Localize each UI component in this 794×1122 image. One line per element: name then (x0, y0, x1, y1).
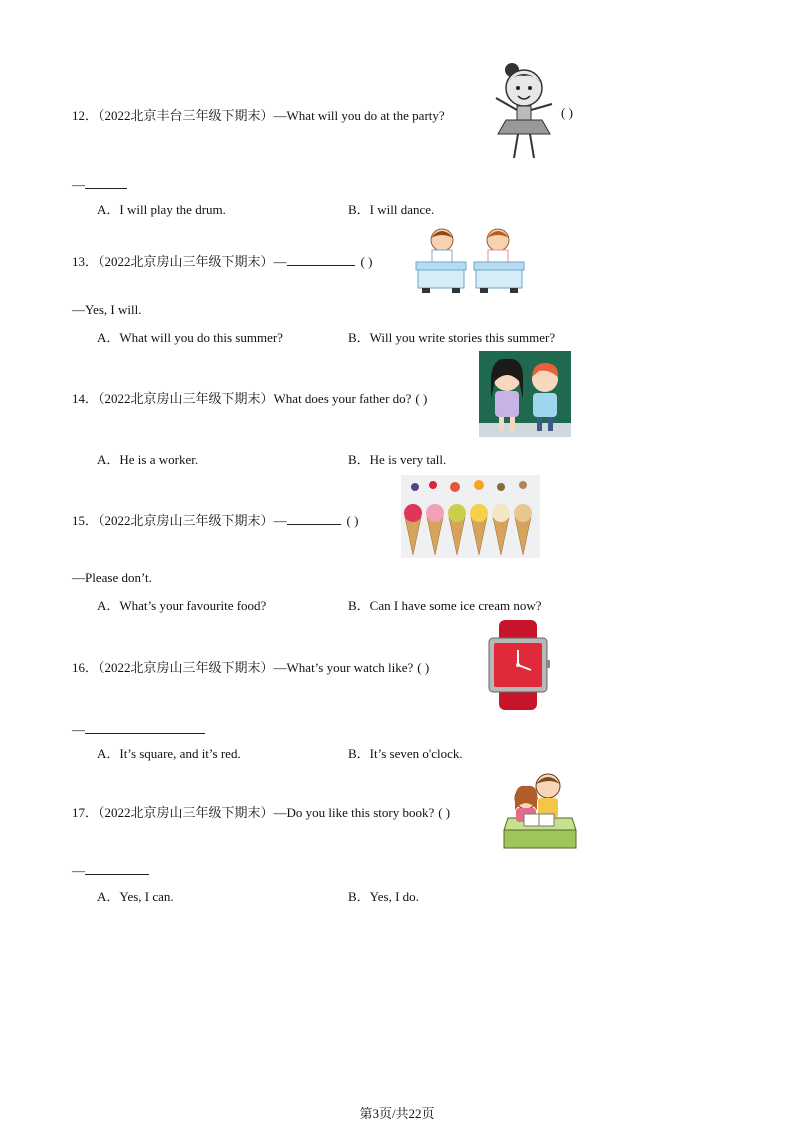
red-watch-photo (485, 620, 551, 710)
answer-dash: — (72, 863, 85, 878)
question-paren: ( ) (438, 805, 451, 820)
question-17-stem (72, 802, 450, 821)
answer-line-16 (72, 721, 205, 738)
question-13-stem (72, 251, 372, 270)
answer-blank (85, 721, 205, 734)
ice-cream-cones-photo (401, 475, 540, 558)
students-writing-illustration (412, 224, 528, 294)
question-number: 17． (72, 805, 99, 820)
question-15-stem (72, 510, 358, 529)
question-source: （2022北京丰台三年级下期末） (98, 108, 274, 123)
answer-line-13: —Yes, I will. (72, 302, 142, 317)
question-text: —What will you do at the party? (273, 108, 445, 123)
option-a-16: A．It’s square, and it’s red. (97, 746, 241, 761)
answer-line-17 (72, 862, 149, 879)
answer-dash: — (72, 177, 85, 192)
answer-blank (287, 253, 355, 266)
option-a-15: A．What’s your favourite food? (97, 598, 267, 613)
question-12-paren: ( ) (561, 105, 573, 120)
question-source: （2022北京房山三年级下期末） (98, 391, 274, 406)
answer-blank (85, 862, 149, 875)
question-source: （2022北京房山三年级下期末） (98, 805, 274, 820)
question-number: 12． (72, 108, 99, 123)
children-reading-illustration (502, 770, 578, 850)
question-source: （2022北京房山三年级下期末） (98, 660, 274, 675)
dancing-girl-illustration (490, 58, 558, 162)
option-b-16: B．It’s seven o'clock. (348, 746, 463, 761)
option-a-17: A．Yes, I can. (97, 889, 174, 904)
question-number: 14． (72, 391, 99, 406)
two-children-illustration (479, 351, 571, 437)
question-paren: ( ) (415, 391, 428, 406)
option-b-13: B．Will you write stories this summer? (348, 330, 556, 345)
page-footer: 第3页/共22页 (359, 1106, 435, 1121)
option-b-17: B．Yes, I do. (348, 889, 419, 904)
question-number: 13． (72, 254, 99, 269)
option-a-12: A．I will play the drum. (97, 202, 226, 217)
question-14-stem (72, 388, 427, 407)
question-text: What does your father do? (273, 391, 412, 406)
question-paren: ( ) (360, 254, 373, 269)
question-text: — (273, 254, 287, 269)
question-text: — (273, 513, 287, 528)
answer-blank (85, 176, 127, 189)
answer-dash: — (72, 722, 85, 737)
answer-blank (287, 512, 341, 525)
answer-line-15: —Please don’t. (72, 570, 152, 585)
answer-line-12 (72, 176, 127, 193)
question-16-stem (72, 657, 429, 676)
option-b-15: B．Can I have some ice cream now? (348, 598, 542, 613)
question-number: 16． (72, 660, 99, 675)
option-a-13: A．What will you do this summer? (97, 330, 283, 345)
question-source: （2022北京房山三年级下期末） (98, 254, 274, 269)
question-number: 15． (72, 513, 99, 528)
question-source: （2022北京房山三年级下期末） (98, 513, 274, 528)
question-paren: ( ) (346, 513, 359, 528)
question-12-stem (72, 105, 445, 124)
option-b-12: B．I will dance. (348, 202, 435, 217)
question-text: —What’s your watch like? (273, 660, 414, 675)
question-paren: ( ) (417, 660, 430, 675)
option-b-14: B．He is very tall. (348, 452, 447, 467)
option-a-14: A．He is a worker. (97, 452, 199, 467)
question-text: —Do you like this story book? (273, 805, 435, 820)
